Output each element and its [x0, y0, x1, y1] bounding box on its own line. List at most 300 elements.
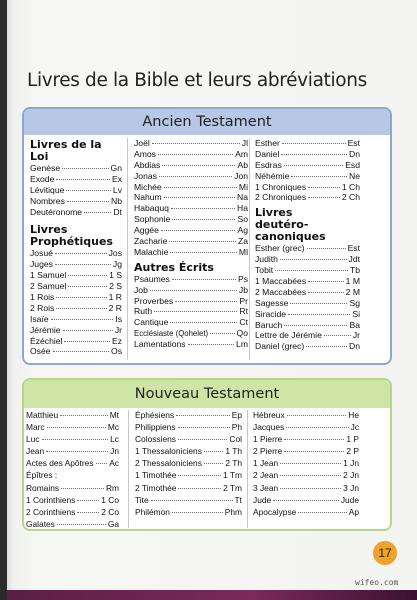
book-entry: [30, 185, 122, 196]
dot-leader: [162, 165, 235, 166]
book-entry: [135, 458, 242, 470]
dot-leader: [55, 264, 111, 265]
book-entry: [26, 422, 119, 434]
book-entry: [26, 519, 119, 531]
dot-leader: [288, 314, 350, 315]
book-entry: [135, 410, 242, 422]
book-name: 3 Jean: [253, 482, 279, 493]
book-entry: [253, 410, 359, 422]
book-name: 2 Maccabées: [255, 286, 307, 297]
book-name: Michée: [134, 181, 162, 192]
nouveau-testament-header: Nouveau Testament: [24, 380, 390, 408]
book-entry: [30, 292, 122, 303]
book-name: Actes des Apôtres: [26, 458, 94, 469]
book-name: 1 Timothée: [135, 470, 177, 481]
book-abbreviation: Dt: [113, 206, 122, 217]
book-name: Lamentations: [134, 339, 186, 350]
book-entry: [253, 495, 359, 507]
dot-leader: [47, 427, 106, 428]
book-abbreviation: 1 Th: [225, 446, 242, 457]
footer-band: [7, 590, 417, 600]
book-abbreviation: Nb: [111, 195, 122, 206]
book-abbreviation: 2 S: [109, 281, 122, 292]
book-name: Ézéchiel: [30, 335, 63, 346]
dot-leader: [161, 230, 236, 231]
dot-leader: [170, 252, 237, 253]
book-name: Aggée: [134, 225, 159, 236]
book-abbreviation: Ac: [109, 458, 119, 469]
dot-leader: [178, 427, 230, 428]
page-title: Livres de la Bible et leurs abréviations: [27, 70, 367, 91]
dot-leader: [151, 500, 233, 501]
book-name: Ecclésiaste (Qohelet): [134, 329, 209, 339]
book-abbreviation: Jr: [352, 330, 360, 341]
book-entry: [255, 182, 360, 193]
book-abbreviation: Jg: [112, 259, 122, 270]
book-name: Deutéronome: [30, 206, 83, 217]
dot-leader: [178, 488, 221, 489]
dot-leader: [284, 439, 344, 440]
dot-leader: [158, 154, 233, 155]
book-entry: [255, 192, 360, 203]
dot-leader: [306, 346, 347, 347]
book-entry: [30, 346, 122, 357]
book-name: Jean: [26, 446, 45, 457]
book-entry: [26, 470, 119, 482]
list-deutero: [255, 243, 360, 352]
dot-leader: [172, 219, 235, 220]
book-entry: [253, 434, 359, 446]
nouveau-col-2: [128, 410, 242, 528]
book-name: Galates: [26, 518, 55, 529]
book-entry: [134, 247, 248, 258]
book-entry: [134, 182, 248, 193]
dot-leader: [42, 439, 109, 440]
ancien-testament-box: [22, 107, 392, 365]
dot-leader: [178, 439, 227, 440]
dot-leader: [77, 500, 99, 501]
book-entry: [30, 270, 122, 281]
list-nouveau-3: [253, 410, 359, 519]
book-name: Daniel (grec): [255, 341, 305, 352]
dot-leader: [61, 488, 104, 489]
book-abbreviation: Ep: [231, 410, 242, 420]
dot-leader: [63, 330, 113, 331]
book-abbreviation: Jn: [110, 446, 119, 457]
group-title-prophetiques-2: Prophétiques: [30, 235, 113, 249]
dot-leader: [53, 351, 109, 352]
book-abbreviation: Jon: [234, 170, 248, 181]
book-abbreviation: So: [237, 214, 248, 225]
book-name: Exode: [30, 173, 55, 184]
book-abbreviation: 2 Th: [225, 458, 242, 469]
book-name: Judith: [255, 254, 278, 265]
book-name: Habaquq: [134, 203, 169, 214]
group-title-autres: Autres Écrits: [134, 260, 214, 274]
book-entry: [255, 254, 360, 265]
book-name: 1 Samuel: [30, 270, 67, 281]
book-entry: [30, 281, 122, 292]
dot-leader: [275, 270, 348, 271]
book-name: Joël: [134, 138, 150, 148]
book-name: 1 Pierre: [253, 434, 283, 445]
dot-leader: [291, 176, 347, 177]
book-abbreviation: Jos: [108, 248, 122, 259]
book-name: Amos: [134, 148, 156, 159]
book-entry: [30, 196, 122, 207]
book-name: 2 Thessaloniciens: [135, 458, 202, 469]
dot-leader: [150, 290, 237, 291]
book-abbreviation: Dn: [349, 148, 360, 159]
dot-leader: [178, 475, 221, 476]
book-entry: [30, 207, 122, 218]
book-name: 2 Corinthiens: [26, 506, 76, 517]
list-ecrits-suite: [255, 138, 360, 203]
book-name: Siracide: [255, 308, 287, 319]
dot-leader: [68, 275, 107, 276]
book-abbreviation: Lm: [236, 339, 248, 350]
book-name: Esther: [255, 138, 280, 148]
list-loi: [30, 163, 122, 217]
book-name: Osée: [30, 346, 51, 357]
book-entry: [26, 446, 119, 458]
dot-leader: [287, 415, 347, 416]
book-name: Romains: [26, 482, 60, 493]
dot-leader: [308, 197, 340, 198]
book-name: Tite: [135, 494, 149, 505]
book-name: Sophonie: [134, 214, 171, 225]
book-entry: [26, 434, 119, 446]
book-abbreviation: Ex: [111, 173, 122, 184]
dot-leader: [290, 303, 347, 304]
book-abbreviation: Sg: [349, 297, 360, 308]
book-entry: [255, 276, 360, 287]
book-abbreviation: 2 R: [108, 302, 122, 313]
book-entry: [30, 248, 122, 259]
book-entry: [135, 470, 242, 482]
book-name: Jacques: [253, 422, 285, 433]
book-entry: [255, 149, 360, 160]
book-entry: [134, 171, 248, 182]
book-entry: [30, 259, 122, 270]
dot-leader: [77, 512, 99, 513]
book-entry: [134, 306, 248, 317]
book-entry: [135, 483, 242, 495]
book-name: Malachie: [134, 246, 169, 257]
book-entry: [30, 336, 122, 347]
nouveau-col-3: [247, 410, 359, 528]
book-abbreviation: Jc: [350, 422, 359, 433]
group-title-deutero-2: deutéro-: [255, 218, 309, 232]
book-entry: [30, 174, 122, 185]
dot-leader: [175, 301, 237, 302]
book-entry: [255, 341, 360, 352]
book-entry: [135, 434, 242, 446]
book-abbreviation: 2 P: [346, 446, 359, 457]
book-name: Hébreux: [253, 410, 285, 420]
book-abbreviation: Ps: [237, 273, 248, 284]
book-abbreviation: Jl: [241, 138, 248, 148]
book-entry: [135, 495, 242, 507]
dot-leader: [204, 463, 224, 464]
book-abbreviation: Za: [237, 236, 248, 247]
group-title-loi: Livres de la Loi: [30, 138, 102, 163]
book-name: Cantique: [134, 317, 169, 328]
dot-leader: [56, 179, 110, 180]
dot-leader: [188, 344, 234, 345]
book-entry: [134, 236, 248, 247]
book-abbreviation: Tb: [349, 265, 360, 276]
list-nouveau-2: [135, 410, 242, 519]
dot-leader: [64, 341, 109, 342]
book-entry: [255, 330, 360, 341]
book-entry: [253, 446, 359, 458]
book-name: Nombres: [30, 195, 65, 206]
book-name: Matthieu: [26, 410, 59, 420]
dot-leader: [159, 176, 232, 177]
book-entry: [134, 192, 248, 203]
book-abbreviation: 1 Jn: [343, 458, 359, 469]
book-abbreviation: Rm: [105, 482, 119, 493]
dot-leader: [298, 512, 346, 513]
book-name: Jérémie: [30, 324, 61, 335]
dot-leader: [280, 475, 341, 476]
book-name: Baruch: [255, 319, 283, 330]
book-entry: [26, 483, 119, 495]
dot-leader: [55, 253, 107, 254]
dot-leader: [176, 415, 230, 416]
book-abbreviation: Ag: [237, 225, 248, 236]
book-abbreviation: 1 Co: [101, 494, 119, 505]
book-name: Esdras: [255, 159, 282, 170]
book-abbreviation: Mi: [238, 181, 248, 192]
book-entry: [255, 243, 360, 254]
dot-leader: [307, 248, 346, 249]
dot-leader: [164, 187, 237, 188]
book-name: 1 Chroniques: [255, 181, 307, 192]
book-abbreviation: 1 S: [109, 270, 122, 281]
book-abbreviation: 1 Ch: [341, 181, 360, 192]
book-name: 2 Samuel: [30, 281, 67, 292]
book-name: 2 Rois: [30, 302, 55, 313]
book-abbreviation: Jdt: [348, 254, 360, 265]
book-abbreviation: Am: [235, 148, 248, 159]
book-entry: [134, 339, 248, 350]
book-abbreviation: Gn: [110, 163, 122, 173]
book-name: Job: [134, 284, 148, 295]
dot-leader: [154, 311, 237, 312]
book-abbreviation: Ap: [348, 506, 359, 517]
dot-leader: [66, 190, 111, 191]
book-entry: [135, 422, 242, 434]
book-abbreviation: Jr: [114, 324, 122, 335]
book-entry: [255, 320, 360, 331]
book-abbreviation: 2 Jn: [343, 470, 359, 481]
book-abbreviation: Ne: [349, 170, 360, 181]
dot-leader: [169, 241, 236, 242]
book-name: Philippiens: [135, 422, 176, 433]
book-abbreviation: 2 Co: [101, 506, 119, 517]
book-entry: [30, 163, 122, 174]
dot-leader: [57, 524, 106, 525]
group-title-deutero-1: Livres: [255, 206, 293, 220]
dot-leader: [280, 463, 341, 464]
book-name: Tobit: [255, 265, 274, 276]
book-abbreviation: 1 Tm: [223, 470, 242, 481]
ancien-col-1: [30, 139, 122, 357]
book-abbreviation: Ab: [237, 159, 248, 170]
book-entry: [30, 325, 122, 336]
book-abbreviation: Pr: [239, 295, 248, 306]
book-name: Josué: [30, 248, 53, 259]
book-entry: [255, 298, 360, 309]
book-abbreviation: Col: [229, 434, 242, 445]
book-name: Proverbes: [134, 295, 174, 306]
book-abbreviation: 3 Jn: [343, 482, 359, 493]
book-abbreviation: Est: [347, 243, 360, 254]
book-spine: [0, 0, 7, 600]
book-abbreviation: He: [348, 410, 359, 420]
book-abbreviation: Phm: [224, 506, 242, 517]
dot-leader: [284, 451, 344, 452]
book-name: 2 Jean: [253, 470, 279, 481]
book-abbreviation: 1 R: [108, 292, 122, 303]
dot-leader: [284, 165, 343, 166]
dot-leader: [152, 143, 240, 144]
dot-leader: [56, 308, 106, 309]
book-abbreviation: Lv: [112, 184, 122, 195]
book-entry: [26, 507, 119, 519]
book-name: Luc: [26, 434, 40, 445]
ancien-testament-header: Ancien Testament: [24, 109, 390, 135]
dot-leader: [286, 427, 348, 428]
book-entry: [134, 328, 248, 339]
book-abbreviation: Is: [115, 313, 122, 324]
book-name: Apocalypse: [253, 506, 297, 517]
book-name: 1 Thessaloniciens: [135, 446, 202, 457]
dot-leader: [308, 292, 344, 293]
book-abbreviation: 2 M: [345, 286, 360, 297]
book-name: Éphésiens: [135, 410, 175, 420]
book-name: Zacharie: [134, 236, 168, 247]
dot-leader: [62, 168, 108, 169]
dot-leader: [46, 451, 108, 452]
nouveau-testament-box: [22, 378, 392, 531]
book-name: 2 Pierre: [253, 446, 283, 457]
book-abbreviation: Qo: [236, 328, 248, 339]
book-abbreviation: Ml: [238, 246, 248, 257]
dot-leader: [324, 335, 351, 336]
book-entry: [253, 507, 359, 519]
book-abbreviation: Esd: [345, 159, 360, 170]
list-prophetiques-b: [134, 138, 248, 258]
book-entry: [30, 303, 122, 314]
book-abbreviation: 2 Ch: [341, 192, 360, 203]
book-name: Jude: [253, 494, 272, 505]
dot-leader: [96, 463, 108, 464]
book-name: Ruth: [134, 306, 153, 317]
book-entry: [253, 458, 359, 470]
page-number: 17: [373, 541, 397, 565]
watermark: wifeo.com: [355, 578, 399, 587]
book-abbreviation: Na: [237, 192, 248, 203]
book-abbreviation: 2 Tm: [223, 482, 242, 493]
book-abbreviation: Jude: [340, 494, 359, 505]
book-name: Esther (grec): [255, 243, 305, 254]
book-entry: [255, 160, 360, 171]
book-entry: [255, 287, 360, 298]
book-abbreviation: Est: [347, 138, 360, 148]
book-entry: [135, 446, 242, 458]
book-name: Nahum: [134, 192, 162, 203]
book-entry: [26, 458, 119, 470]
dot-leader: [67, 201, 109, 202]
book-entry: [134, 285, 248, 296]
book-entry: [26, 495, 119, 507]
book-name: 1 Rois: [30, 292, 55, 303]
book-entry: [134, 160, 248, 171]
book-abbreviation: Dn: [349, 341, 360, 352]
book-name: Marc: [26, 422, 45, 433]
dot-leader: [51, 319, 114, 320]
book-entry: [255, 265, 360, 276]
book-entry: [134, 274, 248, 285]
dot-leader: [171, 208, 235, 209]
book-name: Néhémie: [255, 170, 290, 181]
book-name: 1 Corinthiens: [26, 494, 76, 505]
book-entry: [134, 296, 248, 307]
book-entry: [255, 171, 360, 182]
book-name: Philémon: [135, 506, 170, 517]
list-autres: [134, 274, 248, 350]
book-name: Lévitique: [30, 184, 65, 195]
group-title-deutero-3: canoniques: [255, 230, 326, 244]
book-abbreviation: Ph: [231, 422, 242, 433]
group-title-prophetiques-1: Livres: [30, 223, 68, 237]
book-abbreviation: Mc: [107, 422, 119, 433]
ancien-col-2: [127, 138, 248, 360]
book-abbreviation: Lc: [110, 434, 119, 445]
book-name: Isaïe: [30, 313, 49, 324]
nouveau-col-1: [26, 410, 119, 531]
book-abbreviation: Jb: [238, 284, 248, 295]
book-entry: [253, 422, 359, 434]
book-abbreviation: Ez: [111, 335, 122, 346]
book-name: Jonas: [134, 170, 157, 181]
dot-leader: [282, 143, 346, 144]
book-abbreviation: 1 M: [345, 276, 360, 287]
book-entry: [134, 203, 248, 214]
book-entry: [134, 138, 248, 149]
book-abbreviation: Si: [352, 308, 360, 319]
book-abbreviation: Rt: [239, 306, 248, 317]
book-abbreviation: 1 P: [346, 434, 359, 445]
book-abbreviation: Mt: [109, 410, 119, 420]
dot-leader: [84, 212, 111, 213]
book-name: Genèse: [30, 163, 61, 173]
book-abbreviation: Ct: [239, 317, 248, 328]
book-name: Épîtres :: [26, 470, 58, 481]
book-name: Abdias: [134, 159, 161, 170]
dot-leader: [204, 451, 224, 452]
book-name: Colossiens: [135, 434, 176, 445]
book-abbreviation: Tt: [234, 494, 242, 505]
dot-leader: [308, 187, 340, 188]
dot-leader: [60, 415, 108, 416]
book-name: Daniel: [255, 148, 280, 159]
book-entry: [134, 225, 248, 236]
dot-leader: [172, 512, 223, 513]
